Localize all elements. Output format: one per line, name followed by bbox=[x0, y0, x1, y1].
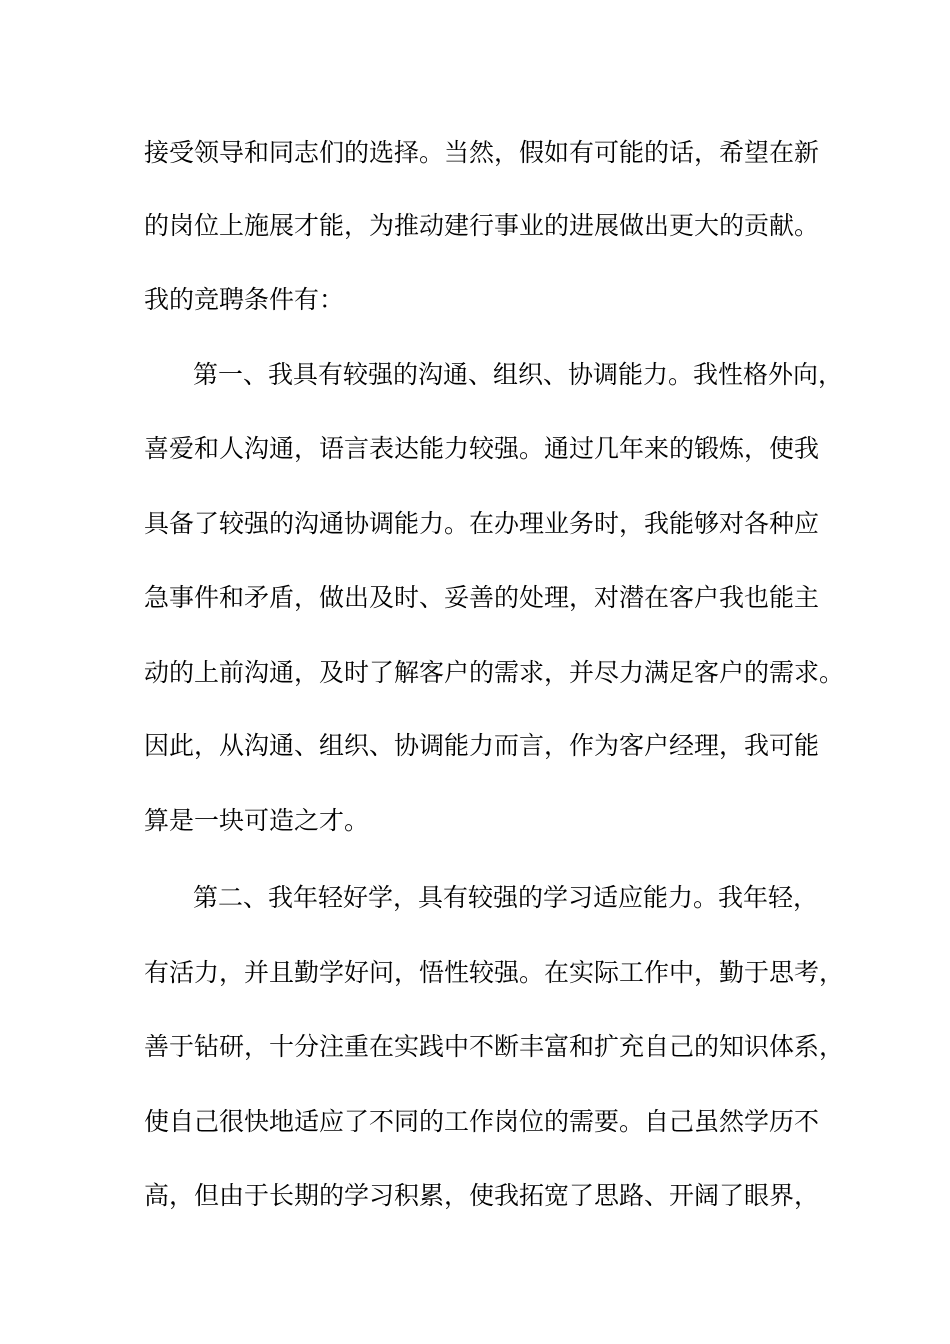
paragraph-first-line: 第二、我年轻好学，具有较强的学习适应能力。我年轻， bbox=[193, 883, 819, 912]
text-line: 善于钻研，十分注重在实践中不断丰富和扩充自己的知识体系， bbox=[144, 1032, 845, 1061]
paragraph-first-line: 第一、我具有较强的沟通、组织、协调能力。我性格外向， bbox=[193, 360, 844, 389]
text-line: 喜爱和人沟通，语言表达能力较强。通过几年来的锻炼，使我 bbox=[144, 434, 820, 463]
text-line: 动的上前沟通，及时了解客户的需求，并尽力满足客户的需求。 bbox=[144, 658, 845, 687]
text-line: 有活力，并且勤学好问，悟性较强。在实际工作中，勤于思考， bbox=[144, 958, 845, 987]
text-line: 我的竞聘条件有： bbox=[144, 285, 345, 314]
text-line: 急事件和矛盾，做出及时、妥善的处理，对潜在客户我也能主 bbox=[144, 583, 820, 612]
text-line: 高，但由于长期的学习积累，使我拓宽了思路、开阔了眼界， bbox=[144, 1181, 820, 1210]
text-line: 具备了较强的沟通协调能力。在办理业务时，我能够对各种应 bbox=[144, 509, 820, 538]
text-line: 的岗位上施展才能，为推动建行事业的进展做出更大的贡献。 bbox=[144, 211, 820, 240]
text-line: 算是一块可造之才。 bbox=[144, 806, 370, 835]
text-line: 使自己很快地适应了不同的工作岗位的需要。自己虽然学历不 bbox=[144, 1107, 820, 1136]
text-line: 接受领导和同志们的选择。当然，假如有可能的话，希望在新 bbox=[144, 138, 820, 167]
text-line: 因此，从沟通、组织、协调能力而言，作为客户经理，我可能 bbox=[144, 731, 820, 760]
